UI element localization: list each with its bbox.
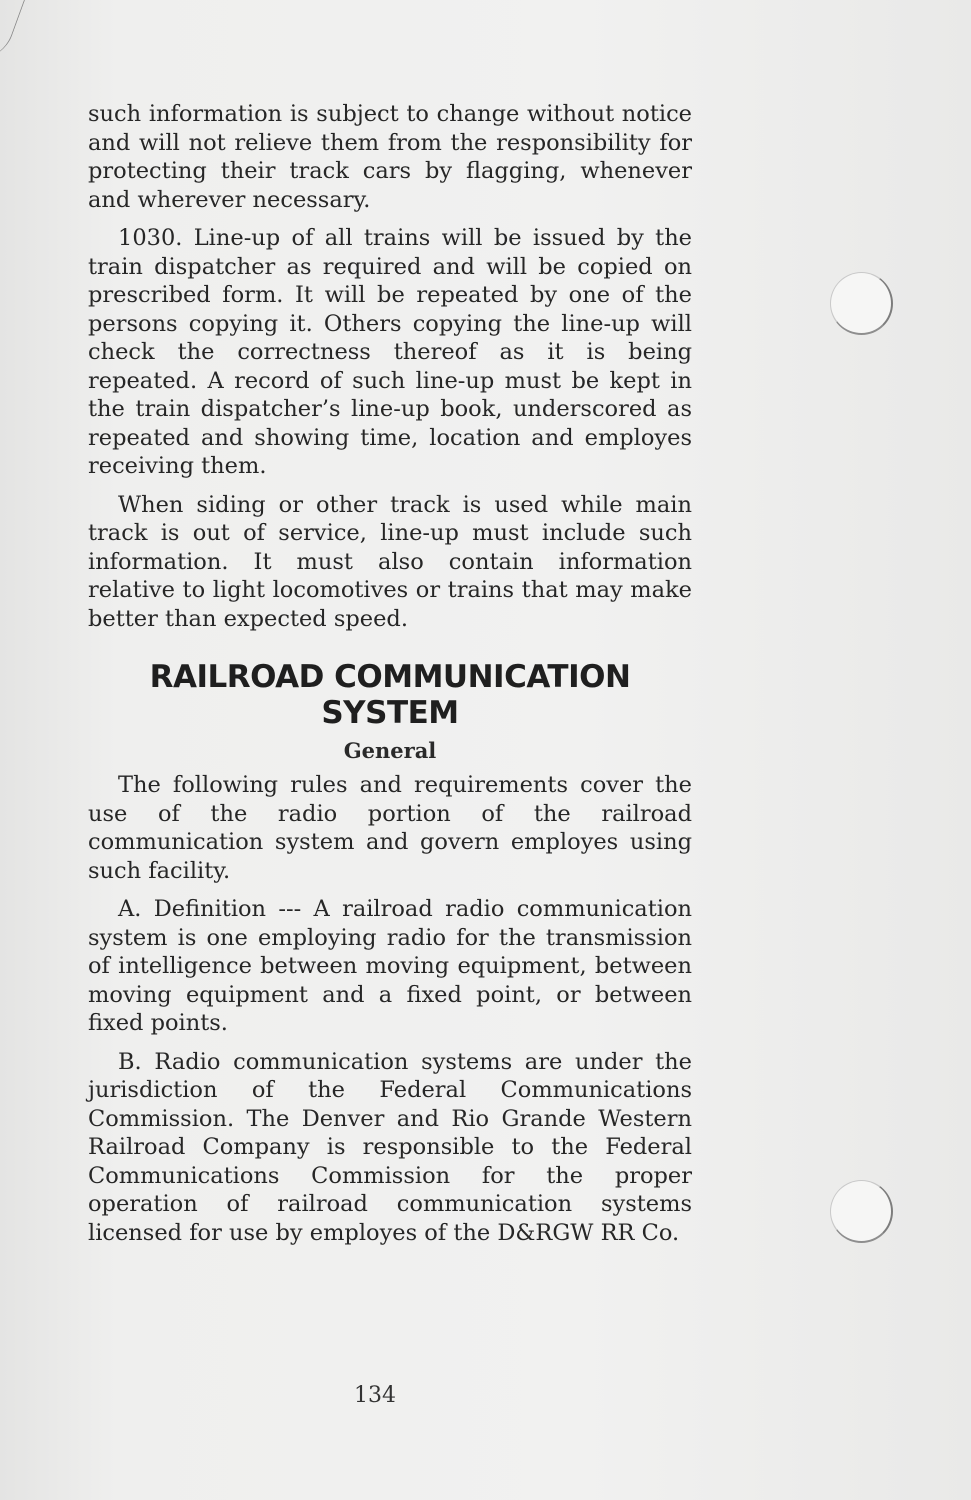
paragraph-rule-1030: 1030. Line-up of all trains will be issued by the train dispatcher as required and will be copied on prescribed form. It will be repeated by one of the persons copying it. Others copying the line-up will check the correctness thereof as it is being repeated. A record of such line-up must be kept in the train dispatcher’s line-up book, underscored as repeated and showing time, location and employes receiving them. [88,225,692,479]
page-text-block [88,100,692,1257]
paragraph-jurisdiction-b: B. Radio communication systems are under the jurisdiction of the Federal Communications Commission. The Denver and Rio Grande Western Railroad Company is responsible to the Federal Communications Commission for the proper operation of railroad communication systems licensed for use by employes of the D&RGW RR Co. [88,1048,692,1246]
paragraph-continued: such information is subject to change without notice and will not relieve them from the responsibility for protecting their track cars by flagging, whenever and wherever necessary. [88,101,692,213]
binder-punch-hole-lower [830,1180,893,1243]
paragraph-definition-a: A. Definition --- A railroad radio communication system is one employing radio for the transmission of intelligence between moving equipment, between moving equipment and a fixed point, or between fixed points. [88,896,692,1036]
binder-punch-hole-upper [830,272,893,335]
section-subheading: General [343,738,437,763]
paragraph-radio-rules-intro: The following rules and requirements cover the use of the radio portion of the railroad communication system and govern employes using such facility. [88,772,692,884]
page-number: 134 [354,1383,396,1408]
paragraph-siding-line-up: When siding or other track is used while main track is out of service, line-up must include such information. It must also contain information relative to light locomotives or trains that may make better than expected speed. [88,491,692,632]
page-corner-fold [0,0,25,60]
section-heading: RAILROAD COMMUNICATION SYSTEM [149,659,631,731]
